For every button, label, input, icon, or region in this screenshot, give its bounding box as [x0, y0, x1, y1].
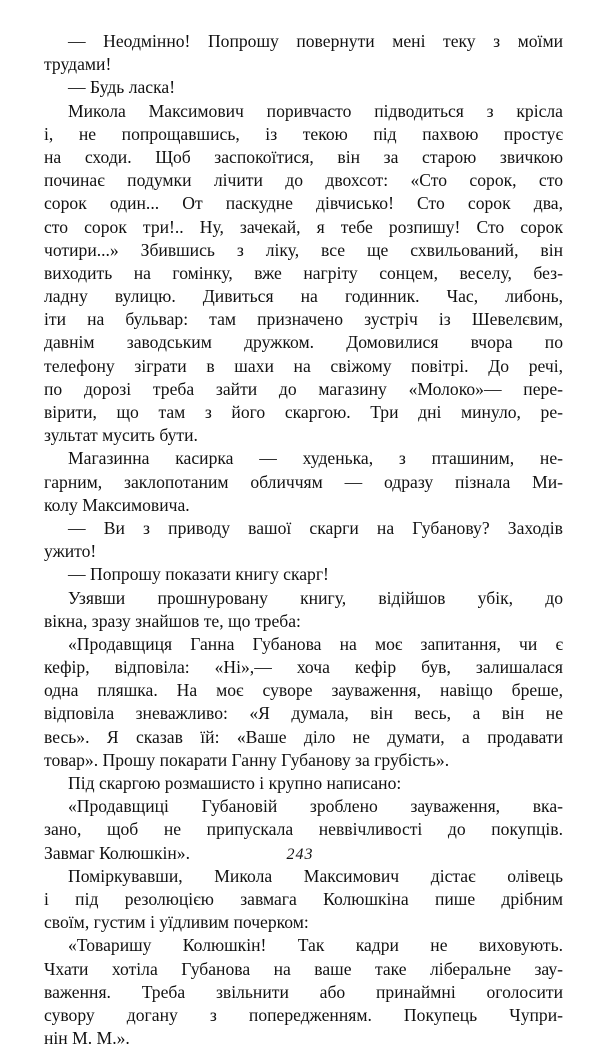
text-line: товар». Прошу покарати Ганну Губанову за грубість».: [44, 749, 450, 770]
text-line: вікна, зразу знайшов те, що треба:: [44, 610, 301, 631]
text-line: трудами!: [44, 54, 112, 75]
text-line: Під скаргою розмашисто і крупно написано:: [68, 773, 402, 793]
text-line: Узявши прошнуровану книгу, відійшов убік, до: [68, 587, 563, 608]
text-line: кефір, відповіла: «Ні»,— хоча кефір був, залишалася: [44, 657, 563, 678]
text-line: зультат мусить бути.: [44, 425, 198, 446]
text-block: [44, 30, 563, 1050]
text-line: вірити, що там з його скаргою. Три дні минуло, ре-: [44, 402, 563, 422]
text-line: «Продавщиця Ганна Губанова на моє запитання, чи є: [68, 633, 563, 654]
text-line: Завмаг Колюшкін».: [44, 842, 191, 863]
text-line: сорок один... От паскудне дівчисько! Сто сорок два,: [44, 193, 563, 214]
text-line: нін М. М.».: [44, 1028, 130, 1049]
text-line: по дорозі треба зайти до магазину «Молоко»— пере-: [44, 378, 563, 399]
text-line: відповіла зневажливо: «Я думала, він весь, а він не: [44, 703, 563, 724]
page-number: 243: [286, 846, 314, 863]
text-line: чотири...» Збившись з ліку, все ще схвильований, він: [44, 239, 563, 260]
text-line: зано, щоб не припускала неввічливості до покупців.: [44, 819, 563, 840]
text-line: і, не попрощавшись, із текою під пахвою простує: [44, 123, 563, 144]
text-line: на сходи. Щоб заспокоїтися, він за старою звичкою: [44, 146, 563, 167]
page-text: [44, 30, 563, 1050]
text-line: «Товаришу Колюшкін! Так кадри не виховують.: [68, 935, 563, 956]
text-line: Чхати хотіла Губанова на ваше таке ліберальне зау-: [44, 958, 563, 979]
text-line: починає подумки лічити до двохсот: «Сто сорок, сто: [44, 170, 563, 191]
text-line: телефону зіграти в шахи на свіжому повітрі. До речі,: [44, 355, 563, 376]
text-line: весь». Я сказав їй: «Ваше діло не думати, а продавати: [44, 726, 563, 747]
text-line: важення. Треба звільнити або принаймні оголосити: [44, 981, 563, 1002]
text-line: колу Максимовича.: [44, 494, 190, 515]
text-line: ладну вулицю. Дивиться на годинник. Час, либонь,: [44, 286, 563, 307]
text-line: виходить на гомінку, вже нагріту сонцем, веселу, без-: [44, 262, 563, 283]
text-line: і під резолюцією завмага Колюшкіна пише дрібним: [44, 888, 563, 909]
text-line: — Будь ласка!: [68, 77, 176, 98]
text-line: — Ви з приводу вашої скарги на Губанову? Заходів: [68, 517, 563, 538]
text-line: — Неодмінно! Попрошу повернути мені теку з моїми: [68, 31, 563, 51]
text-line: сто сорок три!.. Ну, зачекай, я тебе розпишу! Сто сорок: [44, 216, 563, 237]
text-line: ужито!: [44, 541, 97, 562]
text-line: Магазинна касирка — худенька, з пташиним, не-: [68, 448, 563, 469]
text-line: давнім заводським дружком. Домовилися вчора по: [44, 332, 563, 353]
text-line: гарним, заклопотаним обличчям — одразу пізнала Ми-: [44, 471, 563, 492]
text-line: Поміркувавши, Микола Максимович дістає олівець: [68, 865, 563, 886]
text-line: Микола Максимович поривчасто підводиться з крісла: [68, 100, 563, 121]
text-line: іти на бульвар: там призначено зустріч із Шевелєвим,: [44, 309, 563, 330]
text-line: — Попрошу показати книгу скарг!: [68, 564, 329, 585]
text-line: своїм, густим і уїдливим почерком:: [44, 912, 309, 933]
text-line: сувору догану з попередженням. Покупець Чупри-: [44, 1004, 563, 1025]
text-line: «Продавщиці Губановій зроблено зауваження, вка-: [68, 796, 563, 817]
text-line: одна пляшка. На моє суворе зауваження, навіщо бреше,: [44, 680, 563, 701]
